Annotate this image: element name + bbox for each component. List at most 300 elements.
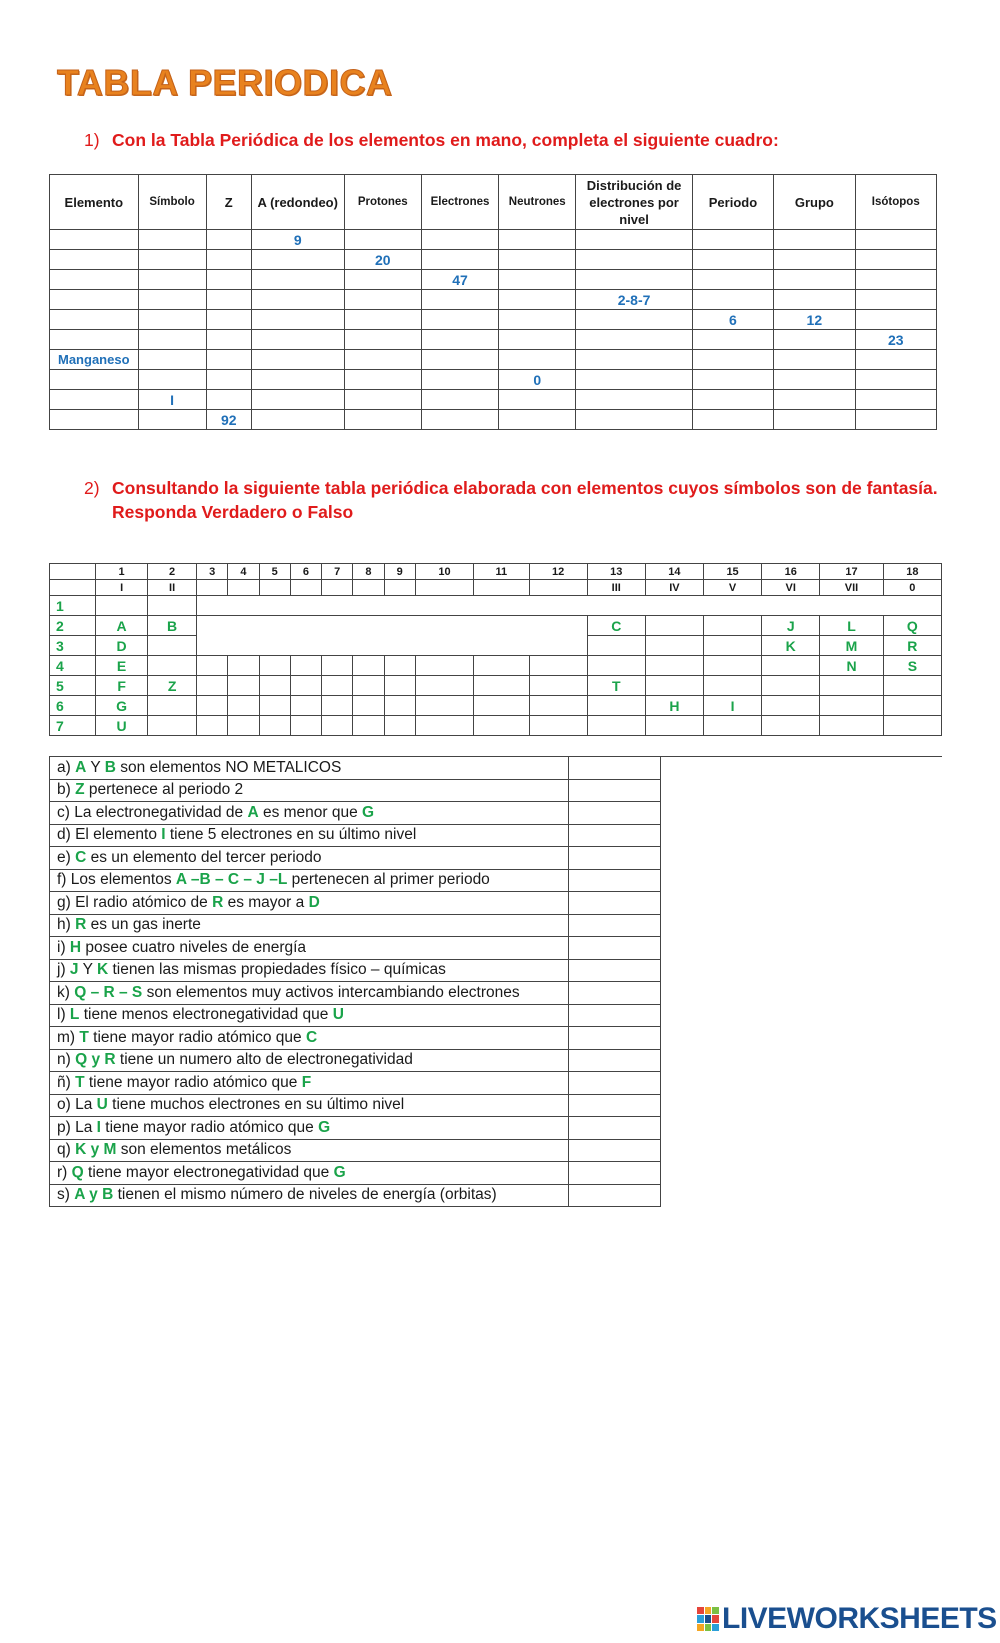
table1-cell[interactable]: I bbox=[138, 390, 206, 410]
element-symbol: A y B bbox=[74, 1186, 114, 1204]
element-cell bbox=[228, 656, 259, 676]
element-cell bbox=[148, 636, 197, 656]
element-symbol: D bbox=[308, 893, 320, 911]
table1-cell[interactable]: 0 bbox=[499, 370, 576, 390]
table1-cell[interactable] bbox=[855, 350, 936, 370]
statement-fragment: j) bbox=[57, 961, 70, 979]
table1-cell[interactable] bbox=[206, 290, 251, 310]
answer-cell[interactable] bbox=[568, 1184, 660, 1207]
answer-cell[interactable] bbox=[568, 1162, 660, 1185]
table1-cell[interactable] bbox=[499, 230, 576, 250]
table1-header: Isótopos bbox=[855, 175, 936, 230]
element-cell bbox=[259, 636, 290, 656]
table1-cell[interactable] bbox=[499, 290, 576, 310]
table1-header: Electrones bbox=[421, 175, 498, 230]
answer-cell[interactable] bbox=[568, 982, 660, 1005]
element-symbol: A bbox=[75, 758, 87, 776]
table1-cell[interactable] bbox=[576, 410, 692, 430]
table1-cell[interactable] bbox=[344, 370, 421, 390]
element-cell bbox=[290, 696, 321, 716]
element-symbol: R bbox=[75, 916, 87, 934]
table1-cell[interactable] bbox=[692, 410, 773, 430]
statement-fragment: es un gas inerte bbox=[86, 916, 201, 934]
element-symbol: U bbox=[96, 1096, 108, 1114]
element-cell bbox=[762, 656, 820, 676]
element-cell bbox=[587, 696, 645, 716]
table1-cell[interactable]: 23 bbox=[855, 330, 936, 350]
group-number: 14 bbox=[645, 564, 703, 580]
period-label: 5 bbox=[50, 676, 96, 696]
table1-cell[interactable] bbox=[576, 370, 692, 390]
answer-cell[interactable] bbox=[568, 847, 660, 870]
statement-fragment: son elementos NO METALICOS bbox=[115, 758, 342, 776]
table1-cell[interactable] bbox=[251, 390, 344, 410]
table1-cell[interactable] bbox=[421, 390, 498, 410]
period-row bbox=[50, 636, 942, 656]
table1-cell[interactable] bbox=[206, 330, 251, 350]
answer-cell[interactable] bbox=[568, 1072, 660, 1095]
table1-cell[interactable] bbox=[421, 310, 498, 330]
element-cell: I bbox=[703, 696, 761, 716]
element-cell bbox=[883, 696, 941, 716]
table1-cell[interactable] bbox=[138, 270, 206, 290]
table1-cell[interactable] bbox=[50, 230, 139, 250]
group-roman bbox=[353, 580, 384, 596]
table1-cell[interactable] bbox=[344, 310, 421, 330]
question-1-heading bbox=[84, 128, 779, 152]
element-cell bbox=[148, 716, 197, 736]
table1-cell[interactable] bbox=[138, 290, 206, 310]
table1-cell[interactable] bbox=[774, 270, 855, 290]
element-cell bbox=[820, 596, 883, 616]
table1-cell[interactable]: 12 bbox=[774, 310, 855, 330]
question-1-text: Con la Tabla Periódica de los elementos en mano, completa el siguiente cuadro: bbox=[112, 130, 779, 150]
group-roman bbox=[415, 580, 473, 596]
table1-row bbox=[50, 250, 937, 270]
table1-cell[interactable] bbox=[692, 290, 773, 310]
table1-cell[interactable] bbox=[499, 350, 576, 370]
statement-fragment: h) bbox=[57, 916, 76, 934]
question-1-number: 1) bbox=[84, 130, 100, 150]
statement-row bbox=[50, 779, 661, 802]
corner-cell bbox=[50, 564, 96, 580]
element-cell bbox=[353, 616, 384, 636]
statement-text bbox=[50, 1004, 569, 1027]
element-cell bbox=[415, 676, 473, 696]
answer-cell[interactable] bbox=[568, 1049, 660, 1072]
answer-cell[interactable] bbox=[568, 869, 660, 892]
table1-cell[interactable] bbox=[499, 390, 576, 410]
table1-cell[interactable] bbox=[774, 230, 855, 250]
statement-fragment: tiene 5 electrones en su último nivel bbox=[165, 826, 417, 844]
statement-row bbox=[50, 1139, 661, 1162]
table1-cell[interactable] bbox=[206, 370, 251, 390]
table1-cell[interactable] bbox=[251, 310, 344, 330]
table1-cell[interactable] bbox=[50, 410, 139, 430]
answer-cell[interactable] bbox=[568, 1117, 660, 1140]
true-false-table bbox=[49, 756, 661, 1207]
table1-cell[interactable] bbox=[692, 350, 773, 370]
statement-fragment: g) El radio atómico de bbox=[57, 893, 213, 911]
table1-cell[interactable] bbox=[774, 290, 855, 310]
answer-cell[interactable] bbox=[568, 757, 660, 780]
table1-cell[interactable] bbox=[206, 230, 251, 250]
statement-fragment: o) La bbox=[57, 1096, 97, 1114]
table1-cell[interactable] bbox=[344, 230, 421, 250]
statement-row bbox=[50, 802, 661, 825]
element-cell bbox=[415, 656, 473, 676]
element-cell bbox=[474, 596, 529, 616]
element-cell bbox=[148, 696, 197, 716]
table1-cell[interactable] bbox=[576, 330, 692, 350]
table1-cell[interactable] bbox=[774, 250, 855, 270]
table1-header: Grupo bbox=[774, 175, 855, 230]
liveworksheets-logo bbox=[697, 1604, 997, 1634]
element-cell bbox=[762, 596, 820, 616]
element-cell bbox=[259, 596, 290, 616]
question-2-line2: Responda Verdadero o Falso bbox=[112, 502, 354, 522]
table1-cell[interactable] bbox=[344, 330, 421, 350]
table1-cell[interactable] bbox=[421, 330, 498, 350]
table1-cell[interactable]: 6 bbox=[692, 310, 773, 330]
table1-cell[interactable] bbox=[50, 310, 139, 330]
table1-cell[interactable] bbox=[576, 390, 692, 410]
period-row bbox=[50, 716, 942, 736]
table1-cell[interactable] bbox=[499, 270, 576, 290]
element-cell bbox=[703, 676, 761, 696]
element-cell bbox=[384, 596, 415, 616]
group-number: 11 bbox=[474, 564, 529, 580]
statement-fragment: Y bbox=[86, 758, 105, 776]
table1-cell[interactable] bbox=[344, 410, 421, 430]
statement-fragment: n) bbox=[57, 1051, 76, 1069]
table1-cell[interactable] bbox=[692, 370, 773, 390]
group-roman bbox=[259, 580, 290, 596]
statement-text bbox=[50, 1117, 569, 1140]
table1-cell[interactable] bbox=[692, 390, 773, 410]
element-cell bbox=[529, 696, 587, 716]
table1-cell[interactable] bbox=[344, 290, 421, 310]
element-cell bbox=[259, 676, 290, 696]
table1-cell[interactable] bbox=[774, 410, 855, 430]
element-cell bbox=[415, 616, 473, 636]
statement-fragment: tiene mayor electronegatividad que bbox=[83, 1163, 334, 1181]
element-symbol: C bbox=[75, 848, 87, 866]
element-cell bbox=[290, 616, 321, 636]
table1-cell[interactable] bbox=[50, 330, 139, 350]
table1-header: Periodo bbox=[692, 175, 773, 230]
table1-cell[interactable] bbox=[206, 350, 251, 370]
statement-text bbox=[50, 869, 569, 892]
group-roman: 0 bbox=[883, 580, 941, 596]
table1-cell[interactable] bbox=[855, 250, 936, 270]
answer-cell[interactable] bbox=[568, 779, 660, 802]
table1-cell[interactable] bbox=[774, 370, 855, 390]
element-symbol: R bbox=[212, 893, 224, 911]
group-number: 15 bbox=[703, 564, 761, 580]
table1-row bbox=[50, 390, 937, 410]
answer-cell[interactable] bbox=[568, 802, 660, 825]
table1-cell[interactable] bbox=[251, 330, 344, 350]
table1-cell[interactable] bbox=[576, 310, 692, 330]
table1-cell[interactable] bbox=[499, 310, 576, 330]
statement-fragment: d) El elemento bbox=[57, 826, 162, 844]
statement-fragment: tienen el mismo número de niveles de energía (orbitas) bbox=[113, 1186, 497, 1204]
element-cell: N bbox=[820, 656, 883, 676]
group-number: 3 bbox=[197, 564, 228, 580]
statement-fragment: a) bbox=[57, 758, 76, 776]
table1-cell[interactable] bbox=[251, 350, 344, 370]
group-roman: V bbox=[703, 580, 761, 596]
statement-text bbox=[50, 1184, 569, 1207]
element-cell bbox=[353, 636, 384, 656]
statement-text bbox=[50, 824, 569, 847]
element-symbol: F bbox=[301, 1073, 312, 1091]
table1-cell[interactable] bbox=[251, 410, 344, 430]
answer-cell[interactable] bbox=[568, 959, 660, 982]
element-cell bbox=[587, 716, 645, 736]
question-2-heading bbox=[84, 476, 938, 524]
element-cell: U bbox=[96, 716, 148, 736]
group-number-row bbox=[50, 564, 942, 580]
table1-cell[interactable] bbox=[50, 270, 139, 290]
table1-cell[interactable] bbox=[576, 230, 692, 250]
element-symbol: J bbox=[69, 961, 79, 979]
table1-cell[interactable] bbox=[138, 350, 206, 370]
element-cell bbox=[228, 616, 259, 636]
group-roman: VI bbox=[762, 580, 820, 596]
element-symbol: Q y R bbox=[75, 1051, 116, 1069]
answer-cell[interactable] bbox=[568, 824, 660, 847]
answer-cell[interactable] bbox=[568, 1094, 660, 1117]
period-label: 6 bbox=[50, 696, 96, 716]
answer-cell[interactable] bbox=[568, 914, 660, 937]
statement-fragment: c) La electronegatividad de bbox=[57, 803, 248, 821]
element-cell: T bbox=[587, 676, 645, 696]
table1-cell[interactable] bbox=[421, 370, 498, 390]
table1-cell[interactable] bbox=[499, 410, 576, 430]
group-number: 9 bbox=[384, 564, 415, 580]
element-symbol: T bbox=[75, 1073, 85, 1091]
element-symbol: G bbox=[362, 803, 375, 821]
table1-cell[interactable] bbox=[50, 290, 139, 310]
group-number: 6 bbox=[290, 564, 321, 580]
table1-cell[interactable] bbox=[855, 390, 936, 410]
table1-cell[interactable] bbox=[855, 270, 936, 290]
element-cell bbox=[228, 716, 259, 736]
table1-row bbox=[50, 350, 937, 370]
statement-text bbox=[50, 779, 569, 802]
question-2-line1: Consultando la siguiente tabla periódica elaborada con elementos cuyos símbolos son de fantasía. bbox=[112, 478, 938, 498]
element-cell bbox=[820, 716, 883, 736]
element-cell bbox=[883, 716, 941, 736]
table1-cell[interactable] bbox=[774, 350, 855, 370]
element-cell bbox=[384, 696, 415, 716]
element-symbol: Z bbox=[75, 781, 85, 799]
table1-row bbox=[50, 230, 937, 250]
table1-header: Distribución de electrones por nivel bbox=[576, 175, 692, 230]
statement-row bbox=[50, 959, 661, 982]
element-symbol: C bbox=[305, 1028, 318, 1046]
logo-text: LIVEWORKSHEETS bbox=[722, 1602, 997, 1635]
table1-cell[interactable] bbox=[855, 410, 936, 430]
table1-cell[interactable] bbox=[499, 250, 576, 270]
statement-text bbox=[50, 802, 569, 825]
group-number: 4 bbox=[228, 564, 259, 580]
statement-fragment: i) bbox=[57, 938, 70, 956]
element-cell bbox=[703, 656, 761, 676]
statement-fragment: f) Los elementos bbox=[57, 871, 176, 889]
table1-cell[interactable] bbox=[206, 310, 251, 330]
element-cell bbox=[703, 636, 761, 656]
answer-cell[interactable] bbox=[568, 892, 660, 915]
statement-row bbox=[50, 982, 661, 1005]
table1-cell[interactable] bbox=[692, 250, 773, 270]
statement-text bbox=[50, 757, 569, 780]
element-cell bbox=[587, 656, 645, 676]
statement-fragment: son elementos metálicos bbox=[116, 1141, 292, 1159]
element-symbol: H bbox=[69, 938, 82, 956]
table1-cell[interactable] bbox=[421, 410, 498, 430]
statement-fragment: tiene un numero alto de electronegatividad bbox=[115, 1051, 413, 1069]
table1-cell[interactable] bbox=[251, 250, 344, 270]
element-cell bbox=[259, 656, 290, 676]
table1-cell[interactable] bbox=[138, 330, 206, 350]
table1-cell[interactable] bbox=[774, 330, 855, 350]
answer-cell[interactable] bbox=[568, 1027, 660, 1050]
element-cell bbox=[148, 656, 197, 676]
table1-cell[interactable] bbox=[251, 270, 344, 290]
element-cell: L bbox=[820, 616, 883, 636]
period-label: 2 bbox=[50, 616, 96, 636]
element-cell bbox=[322, 596, 353, 616]
table1-cell[interactable] bbox=[774, 390, 855, 410]
answer-cell[interactable] bbox=[568, 1139, 660, 1162]
table1-cell[interactable] bbox=[251, 290, 344, 310]
element-cell: H bbox=[645, 696, 703, 716]
table1-cell[interactable] bbox=[138, 370, 206, 390]
table1-cell[interactable] bbox=[855, 290, 936, 310]
statement-fragment: posee cuatro niveles de energía bbox=[81, 938, 307, 956]
table1-cell[interactable] bbox=[138, 250, 206, 270]
table1-cell[interactable] bbox=[421, 350, 498, 370]
statement-text bbox=[50, 1094, 569, 1117]
table1-cell[interactable]: Manganeso bbox=[50, 350, 139, 370]
statement-fragment: e) bbox=[57, 848, 76, 866]
table1-row bbox=[50, 410, 937, 430]
element-cell: S bbox=[883, 656, 941, 676]
answer-cell[interactable] bbox=[568, 937, 660, 960]
statement-fragment: es menor que bbox=[258, 803, 363, 821]
table1-cell[interactable] bbox=[50, 390, 139, 410]
element-cell bbox=[703, 596, 761, 616]
element-cell bbox=[197, 596, 228, 616]
element-cell bbox=[645, 636, 703, 656]
element-cell: A bbox=[96, 616, 148, 636]
table1-cell[interactable] bbox=[206, 250, 251, 270]
statement-fragment: p) La bbox=[57, 1118, 97, 1136]
period-row bbox=[50, 596, 942, 616]
table1-cell[interactable] bbox=[206, 390, 251, 410]
element-cell bbox=[384, 676, 415, 696]
corner-cell bbox=[50, 580, 96, 596]
element-symbol: K y M bbox=[75, 1141, 117, 1159]
element-cell bbox=[587, 596, 645, 616]
table1-cell[interactable] bbox=[138, 230, 206, 250]
statement-fragment: tiene mayor radio atómico que bbox=[84, 1073, 302, 1091]
table1-cell[interactable] bbox=[138, 410, 206, 430]
element-cell bbox=[703, 616, 761, 636]
period-row bbox=[50, 696, 942, 716]
statement-row bbox=[50, 1027, 661, 1050]
answer-cell[interactable] bbox=[568, 1004, 660, 1027]
table1-cell[interactable] bbox=[692, 270, 773, 290]
table1-cell[interactable] bbox=[576, 270, 692, 290]
table1-cell[interactable] bbox=[50, 370, 139, 390]
table1-cell[interactable] bbox=[576, 250, 692, 270]
table1-cell[interactable]: 9 bbox=[251, 230, 344, 250]
table1-cell[interactable] bbox=[576, 350, 692, 370]
table1-cell[interactable] bbox=[50, 250, 139, 270]
table1-cell[interactable] bbox=[421, 250, 498, 270]
element-symbol: A bbox=[247, 803, 259, 821]
table1-cell[interactable] bbox=[138, 310, 206, 330]
table1-cell[interactable] bbox=[344, 390, 421, 410]
table1-cell[interactable]: 2-8-7 bbox=[576, 290, 692, 310]
element-cell bbox=[529, 716, 587, 736]
table1-row bbox=[50, 370, 937, 390]
table1-header: Z bbox=[206, 175, 251, 230]
statement-row bbox=[50, 1117, 661, 1140]
table1-cell[interactable] bbox=[692, 330, 773, 350]
statement-row bbox=[50, 1184, 661, 1207]
table1-cell[interactable] bbox=[344, 270, 421, 290]
question-2-number: 2) bbox=[84, 478, 100, 498]
element-cell bbox=[474, 716, 529, 736]
table1-cell[interactable] bbox=[855, 230, 936, 250]
table1-cell[interactable]: 20 bbox=[344, 250, 421, 270]
element-cell bbox=[474, 656, 529, 676]
element-cell bbox=[474, 696, 529, 716]
statement-text bbox=[50, 892, 569, 915]
table1-cell[interactable] bbox=[855, 370, 936, 390]
element-cell bbox=[228, 596, 259, 616]
table1-cell[interactable] bbox=[692, 230, 773, 250]
table1-cell[interactable] bbox=[855, 310, 936, 330]
element-cell bbox=[529, 676, 587, 696]
statement-row bbox=[50, 847, 661, 870]
element-cell bbox=[820, 676, 883, 696]
group-number: 1 bbox=[96, 564, 148, 580]
table1-cell[interactable] bbox=[206, 270, 251, 290]
table1-cell[interactable]: 92 bbox=[206, 410, 251, 430]
element-symbol: I bbox=[96, 1118, 101, 1136]
element-cell bbox=[197, 716, 228, 736]
statement-text bbox=[50, 982, 569, 1005]
table1-cell[interactable] bbox=[499, 330, 576, 350]
group-number: 2 bbox=[148, 564, 197, 580]
table1-cell[interactable] bbox=[251, 370, 344, 390]
group-roman: III bbox=[587, 580, 645, 596]
group-number: 17 bbox=[820, 564, 883, 580]
table1-cell[interactable] bbox=[421, 230, 498, 250]
table1-cell[interactable] bbox=[344, 350, 421, 370]
statement-row bbox=[50, 1072, 661, 1095]
table1-cell[interactable]: 47 bbox=[421, 270, 498, 290]
table1-cell[interactable] bbox=[421, 290, 498, 310]
element-symbol: G bbox=[333, 1163, 346, 1181]
element-symbol: Q – R – S bbox=[74, 983, 143, 1001]
